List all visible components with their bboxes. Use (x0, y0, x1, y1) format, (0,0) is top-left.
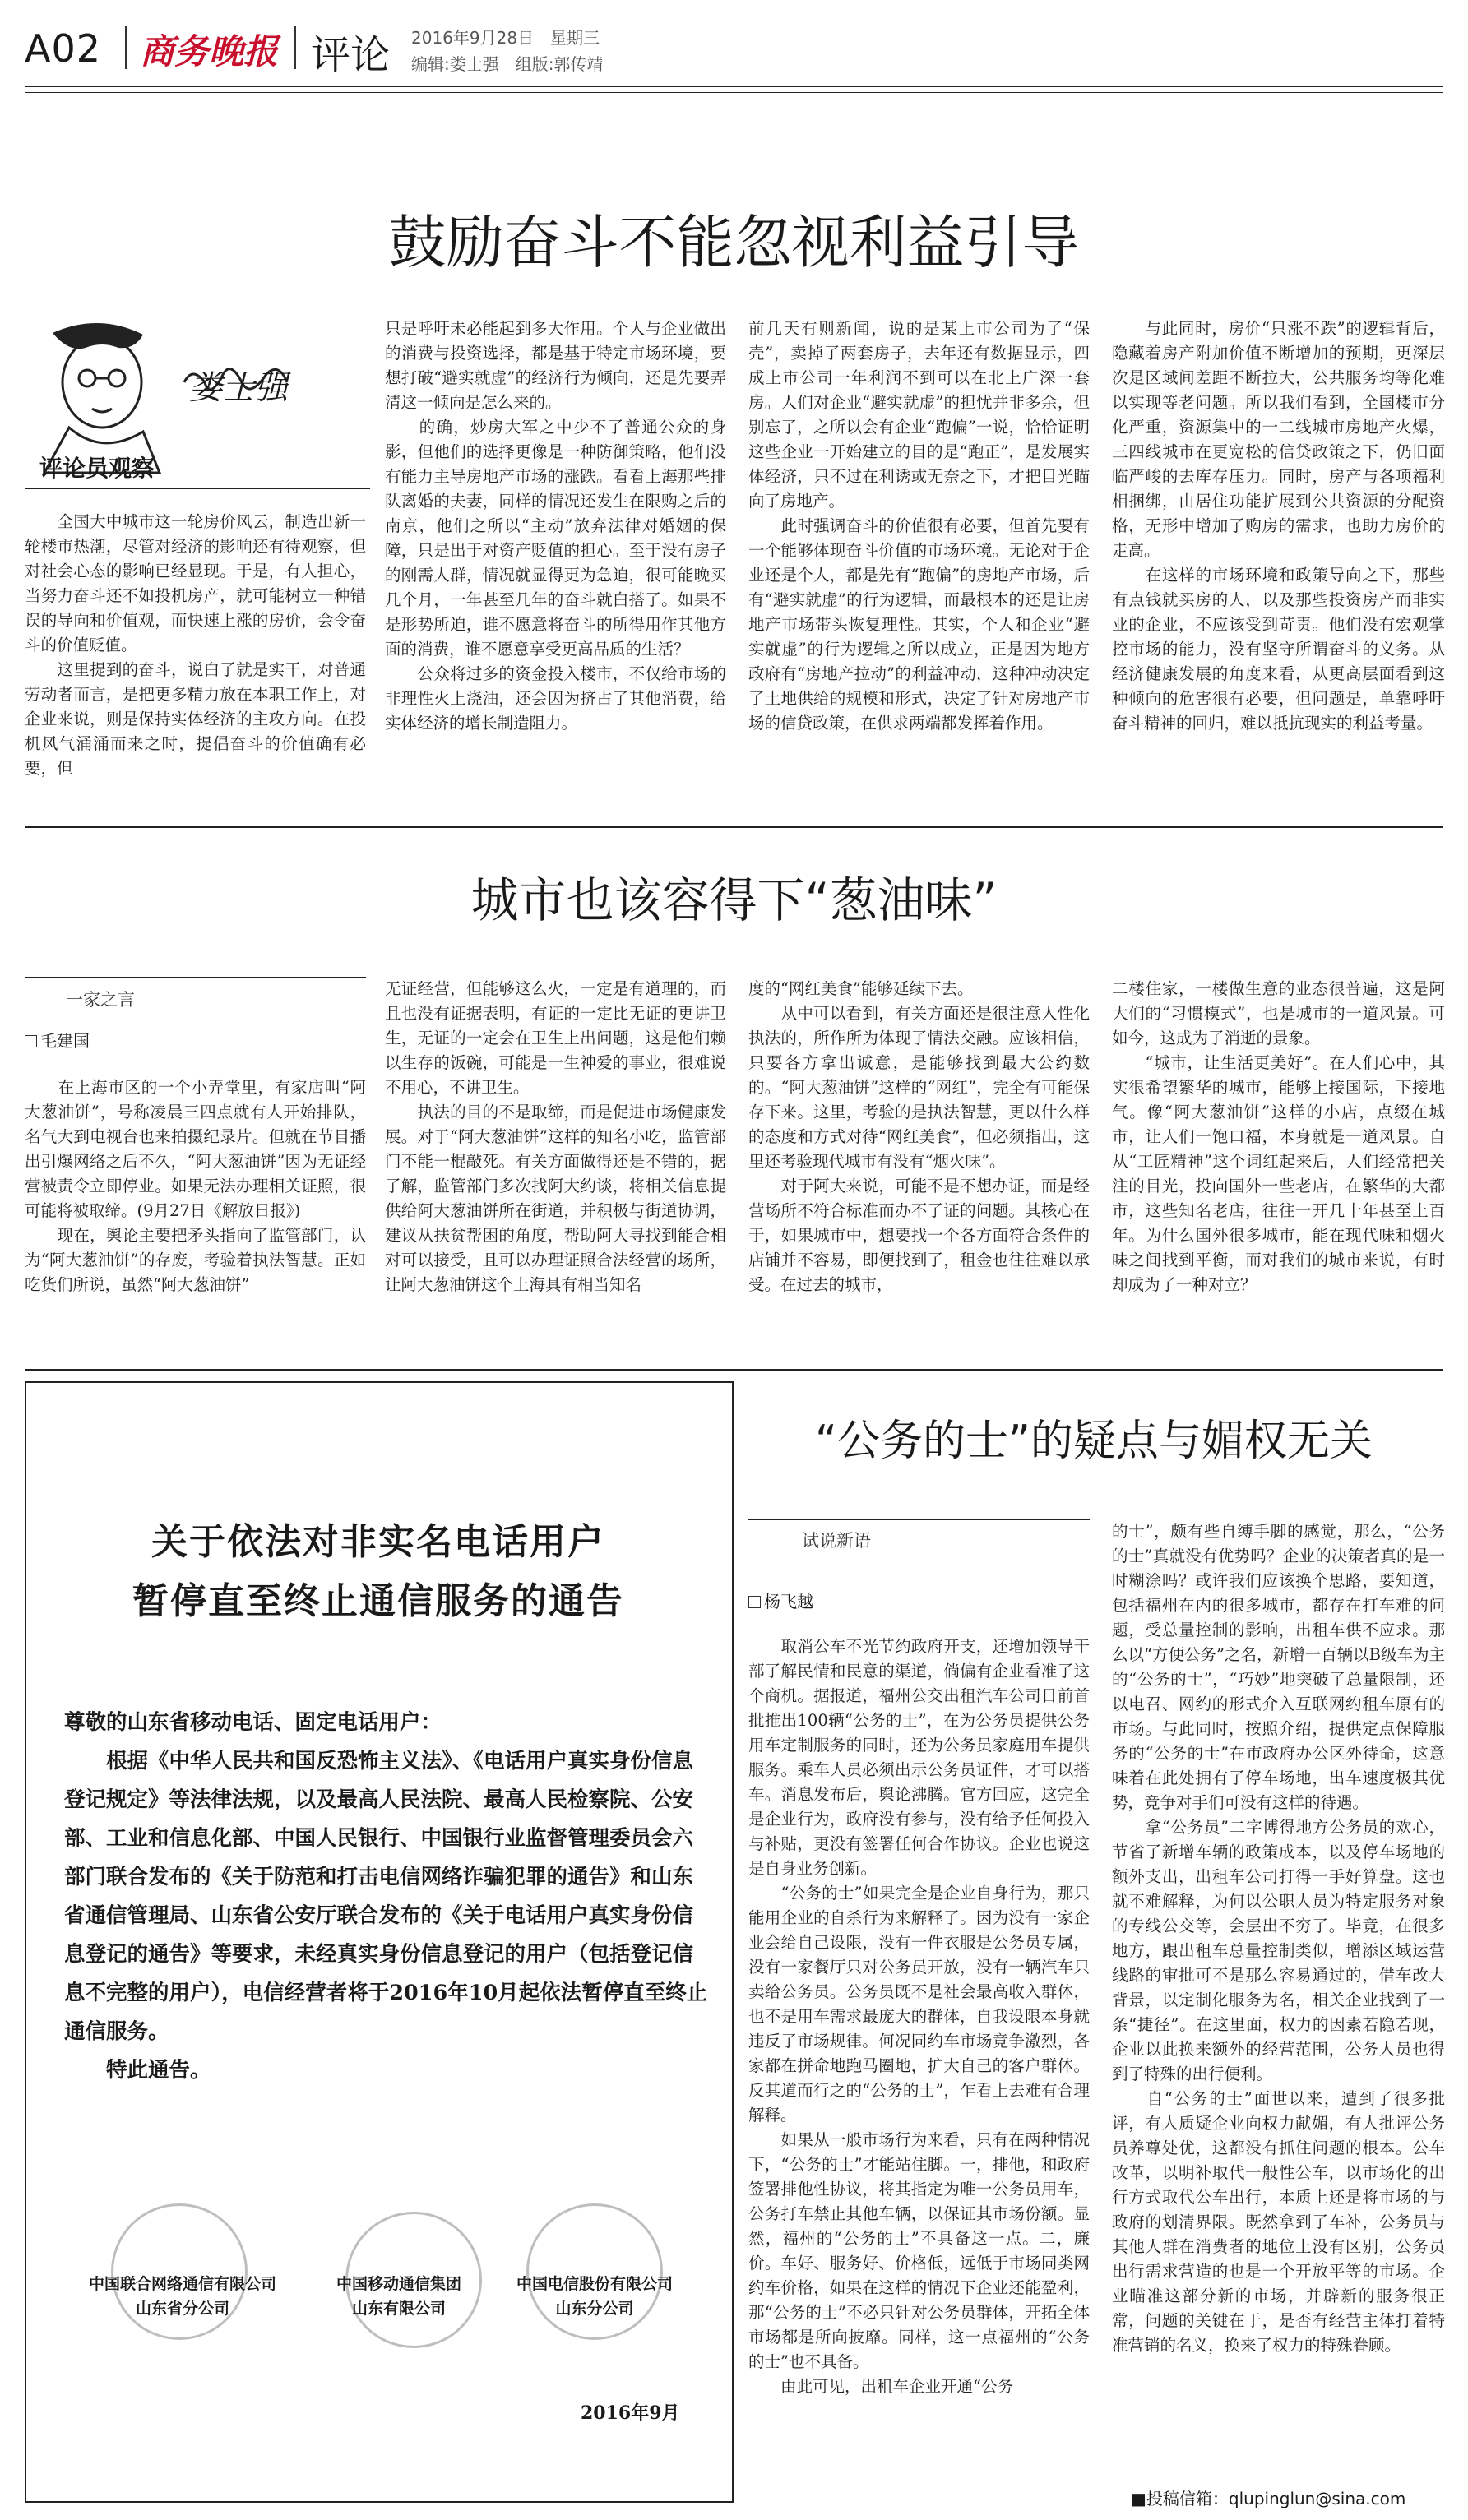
article2-col4: 二楼住家，一楼做生意的业态很普遍，这是阿大们的“习惯模式”，也是城市的一道风景。可如今，这成为了消逝的景象。 “城市，让生活更美好”。在人们心中，其实很希望繁华的城市，能够上接国际，下接地气。像“阿大葱油饼”这样的小店，点缀在城市，让人们一饱口福，本身就是一道风景。自从“工匠精神”这个词红起来后，人们经常把关注的目光，投向国外一些老店，在繁华的大都市，这些知名老店，往往一开几十年甚至上百年。为什么国外很多城市，能在现代味和烟火味之间找到平衡，而对我们的城市来说，有时却成为了一种对立？ (1112, 979, 1445, 1294)
column-tag: 试说新语 (802, 1531, 871, 1551)
signer-3 (500, 2272, 689, 2321)
notice-title (58, 1513, 699, 1631)
column-name: 评论员观察 (39, 455, 155, 482)
header-rule-thin (25, 92, 1443, 93)
signer-2 (317, 2272, 481, 2321)
author-byline (25, 1028, 90, 1052)
header-divider (294, 26, 296, 69)
column-tag-rule (25, 977, 366, 978)
article3-col2: 的士”，颇有些自缚手脚的感觉，那么，“公务的士”真就没有优势吗？企业的决策者真的是一时糊涂吗？或许我们应该换个思路，要知道，包括福州在内的很多城市，都存在打车难的问题，受总量控制的影响，出租车供不应求。那么以“方便公务”之名，新增一百辆以B级车为主的“公务的士”，“巧妙”地突破了总量限制，还以电召、网约的形式介入互联网约租车原有的市场。与此同时，按照介绍，提供定点保障服务的“公务的士”在市政府办公区外待命，这意味着在此处拥有了停车场地，出车速度极其优势，竞争对手们可没有这样的待遇。 拿“公务员”二字博得地方公务员的欢心，节省了新增车辆的政策成本，以及停车场地的额外支出，出租车公司打得一手好算盘。这也就不难解释，为何以公职人员为特定服务对象的专线公交等，会层出不穷了。毕竟，在很多地方，跟出租车总量控制类似，增添区域运营线路的审批可不是那么容易通过的，借车改大背景，以定制化服务为名，相关企业找到了一条“捷径”。在这里面，权力的因素若隐若现，企业以此换来额外的经营范围，公务人员也得到了特殊的出行便利。 自“公务的士”面世以来，遭到了很多批评，有人质疑企业向权力献媚，有人批评公务员养尊处优，这都没有抓住问题的根本。公车改革，以明补取代一般性公车，以市场化的出行方式取代公车出行，本质上还是将市场的与政府的划清界限。既然拿到了车补，公务员与其他人群在消费者的地位上没有区别，公务员出行需求营造的也是一个开放平等的市场。企业瞄准这部分新的市场，并辟新的服务很正常，问题的关键在于，是否有经营主体打着特准营销的名义，换来了权力的特殊眷顾。 (1112, 1522, 1445, 2355)
article3-col1: 取消公车不光节约政府开支，还增加领导干部了解民情和民意的渠道，倘偏有企业看准了这个商机。据报道，福州公交出租汽车公司日前首批推出100辆“公务的士”，在为公务员提供公务用车定制服务的同时，还为公务员家庭用车提供服务。乘车人员必须出示公务员证件，才可以搭车。消息发布后，舆论沸腾。官方回应，这完全是企业行为，政府没有参与，没有给予任何投入与补贴，更没有签署任何合作协议。企业也说这是自身业务创新。 “公务的士”如果完全是企业自身行为，那只能用企业的自杀行为来解释了。因为没有一家企业会给自己设限，没有一件衣服是公务员专属，没有一家餐厅只对公务员开放，没有一辆汽车只卖给公务员。公务员既不是社会最高收入群体，也不是用车需求最庞大的群体，自我设限本身就违反了市场规律。何况同约车市场竞争激烈，各家都在拼命地跑马圈地，扩大自己的客户群体。反其道而行之的“公务的士”，乍看上去难有合理解释。 如果从一般市场行为来看，只有在两种情况下，“公务的士”才能站住脚。一，排他，和政府签署排他性协议，将其指定为唯一公务员用车，公务打车禁止其他车辆，以保证其市场份额。显然，福州的“公务的士”不具备这一点。二，廉价。车好、服务好、价格低，远低于市场同类网约车价格，如果在这样的情况下企业还能盈利，那“公务的士”不必只针对公务员群体，开拓全体市场都是所向披靡。同样，这一点福州的“公务的士”也不具备。 由此可见，出租车企业开通“公务 (748, 1637, 1090, 2396)
notice-date: 2016年9月 (581, 2402, 680, 2424)
author-byline (748, 1588, 813, 1612)
article1-headline: 鼓励奋斗不能忽视利益引导 (388, 209, 1080, 276)
article2-col3: 度的“网红美食”能够延续下去。 从中可以看到，有关方面还是很注意人性化执法的，所作所为体现了情法交融。应该相信，只要各方拿出诚意，是能够找到最大公约数的。“阿大葱油饼”这样的“网红”，完全有可能保存下来。这里，考验的是执法智慧，更以什么样的态度和方式对待“网红美食”，但必须指出，这里还考验现代城市有没有“烟火味”。 对于阿大来说，可能不是不想办证，而是经营场所不符合标准而办不了证的问题。其核心在于，如果城市中，想要找一个各方面符合条件的店铺并不容易，即便找到了，租金也往往难以承受。在过去的城市， (748, 979, 1090, 1294)
article1-col3: 前几天有则新闻，说的是某上市公司为了“保壳”，卖掉了两套房子，去年还有数据显示，四成上市公司一年利润不到可以在北上广深一套房。人们对企业“避实就虚”的担忧并非多余，但别忘了，之所以会有企业“跑偏”一说，恰恰证明这些企业一开始建立的目的是“跑正”，是发展实体经济，只不过在利诱或无奈之下，才把目光瞄向了房地产。 此时强调奋斗的价值很有必要，但首先要有一个能够体现奋斗价值的市场环境。无论对于企业还是个人，都是先有“跑偏”的房地产市场，后有“避实就虚”的行为逻辑，而最根本的还是让房地产市场带头恢复理性。其实，个人和企业“避实就虚”的行为逻辑之所以成立，正是因为地方政府有“房地产拉动”的利益冲动，这种冲动决定了土地供给的规模和形式，决定了针对房地产市场的信贷政策，在供求两端都发挥着作用。 (748, 319, 1090, 733)
signer-3-line2: 山东分公司 (555, 2300, 634, 2318)
article2-col1: 在上海市区的一个小弄堂里，有家店叫“阿大葱油饼”，号称凌晨三四点就有人开始排队，名气大到电视台也来拍摄纪录片。但就在节目播出引爆网络之后不久，“阿大葱油饼”因为无证经营被责令立即停业。如果无法办理相关证照，很可能将被取缔。(9月27日《解放日报》) 现在，舆论主要把矛头指向了监管部门，认为“阿大葱油饼”的存废，考验着执法智慧。正如吃货们所说，虽然“阿大葱油饼” (25, 1078, 366, 1294)
signer-2-line2: 山东有限公司 (351, 2300, 446, 2318)
column-name-rule (25, 488, 370, 489)
editor-credits: 编辑:娄士强 组版:郭传靖 (411, 54, 604, 74)
article1-col2: 只是呼吁未必能起到多大作用。个人与企业做出的消费与投资选择，都是基于特定市场环境，要想打破“避实就虚”的经济行为倾向，还是先要弄清这一倾向是怎么来的。 的确，炒房大军之中少不了普通公众的身影，但他们的选择更像是一种防御策略，他们没有能力主导房地产市场的涨跌。看看上海那些排队离婚的夫妻，同样的情况还发生在限购之后的南京，他们之所以“主动”放弃法律对婚姻的保障，只是出于对资产贬值的担心。至于没有房子的刚需人群，情况就显得更为急迫，很可能晚买几个月，一年甚至几年的奋斗就白搭了。如果不是形势所迫，谁不愿意将奋斗的所得用作其他方面的消费，谁不愿意享受更高品质的生活？ 公众将过多的资金投入楼市，不仅给市场的非理性火上浇油，还会因为挤占了其他消费，给实体经济的增长制造阻力。 (385, 319, 726, 733)
header-divider (125, 26, 127, 69)
article2-col2: 无证经营，但能够这么火，一定是有道理的，而且也没有证据表明，有证的一定比无证的更讲卫生，无证的一定会在卫生上出问题，这是他们赖以生存的饭碗，可能是一生神爱的事业，很难说不用心，不讲卫生。 执法的目的不是取缔，而是促进市场健康发展。对于“阿大葱油饼”这样的知名小吃，监管部门不能一棍敲死。有关方面做得还是不错的，据了解，监管部门多次找阿大约谈，将相关信息提供给阿大葱油饼所在街道，并积极与街道协调，建议从扶贫帮困的角度，帮助阿大寻找到能合相对可以接受，且可以办理证照合法经营的场所，让阿大葱油饼这个上海具有相当知名 (385, 979, 726, 1294)
article2-headline: 城市也该容得下“葱油味” (470, 872, 998, 928)
column-tag-rule (748, 1519, 1090, 1520)
newspaper-logo: 商务晚报 (140, 31, 279, 72)
notice-body: 尊敬的山东省移动电话、固定电话用户： 根据《中华人民共和国反恐怖主义法》、《电话用户真实身份信息登记规定》等法律法规，以及最高人民法院、最高人民检察院、公安部、工业和信息化部、中国人民银行、中国银行业监督管理委员会六部门联合发布的《关于防范和打击电信网络诈骗犯罪的通告》和山东省通信管理局、山东省公安厅联合发布的《关于电话用户真实身份信息登记的通告》等要求，未经真实身份信息登记的用户（包括登记信息不完整的用户），电信经营者将于2016年10月起依法暂停直至终止通信服务。 特此通告。 (64, 1710, 708, 2083)
article3-headline: “公务的士”的疑点与媚权无关 (815, 1417, 1373, 1466)
submission-email: ■投稿信箱：qlupinglun@sina.com (1131, 2489, 1406, 2508)
byline-square-icon (748, 1596, 761, 1608)
section-divider (25, 1369, 1443, 1371)
author-signature: 娄士强 (189, 369, 288, 407)
signer-3-line1: 中国电信股份有限公司 (516, 2275, 673, 2293)
notice-title-line2: 暂停直至终止通信服务的通告 (132, 1580, 624, 1622)
author-name: 毛建国 (40, 1031, 90, 1051)
column-tag: 一家之言 (66, 990, 135, 1010)
section-title: 评论 (311, 32, 391, 78)
signer-2-line1: 中国移动通信集团 (336, 2275, 461, 2293)
signer-1-line1: 中国联合网络通信有限公司 (88, 2275, 276, 2293)
article1-col4: 与此同时，房价“只涨不跌”的逻辑背后，隐藏着房产附加价值不断增加的预期，更深层次是区域间差距不断拉大，公共服务均等化难以实现等老问题。所以我们看到，全国楼市分化严重，资源集中的一二线城市房地产火爆，三四线城市在更宽松的信贷政策之下，仍旧面临严峻的去库存压力。同时，房产与各项福利相捆绑，由居住功能扩展到公共资源的分配资格，无形中增加了购房的需求，也助力房价的走高。 在这样的市场环境和政策导向之下，那些有点钱就买房的人，以及那些投资房产而非实业的企业，不应该受到苛责。他们没有宏观掌控市场的能力，没有坚守所谓奋斗的义务。从经济健康发展的角度来看，从更高层面看到这种倾向的危害很有必要，但问题是，单靠呼吁奋斗精神的回归，难以抵抗现实的利益考量。 (1112, 319, 1445, 733)
article1-col1: 全国大中城市这一轮房价风云，制造出新一轮楼市热潮，尽管对经济的影响还有待观察，但对社会心态的影响已经显现。于是，有人担心，当努力奋斗还不如投机房产，就可能树立一种错误的导向和价值观，而快速上涨的房价，会令奋斗的价值贬值。 这里提到的奋斗，说白了就是实干，对普通劳动者而言，是把更多精力放在本职工作上，对企业来说，则是保持实体经济的主攻方向。在投机风气涌涌而来之时，提倡奋斗的价值确有必要，但 (25, 512, 366, 778)
byline-square-icon (25, 1035, 37, 1047)
page-number: A02 (25, 26, 102, 71)
author-name: 杨飞越 (764, 1592, 813, 1611)
notice-title-line1: 关于依法对非实名电话用户 (151, 1521, 605, 1563)
signer-1 (76, 2272, 289, 2321)
section-divider (25, 826, 1443, 828)
header-rule (25, 86, 1443, 87)
issue-date: 2016年9月28日 星期三 (411, 28, 600, 48)
signer-1-line2: 山东省分公司 (135, 2300, 229, 2318)
